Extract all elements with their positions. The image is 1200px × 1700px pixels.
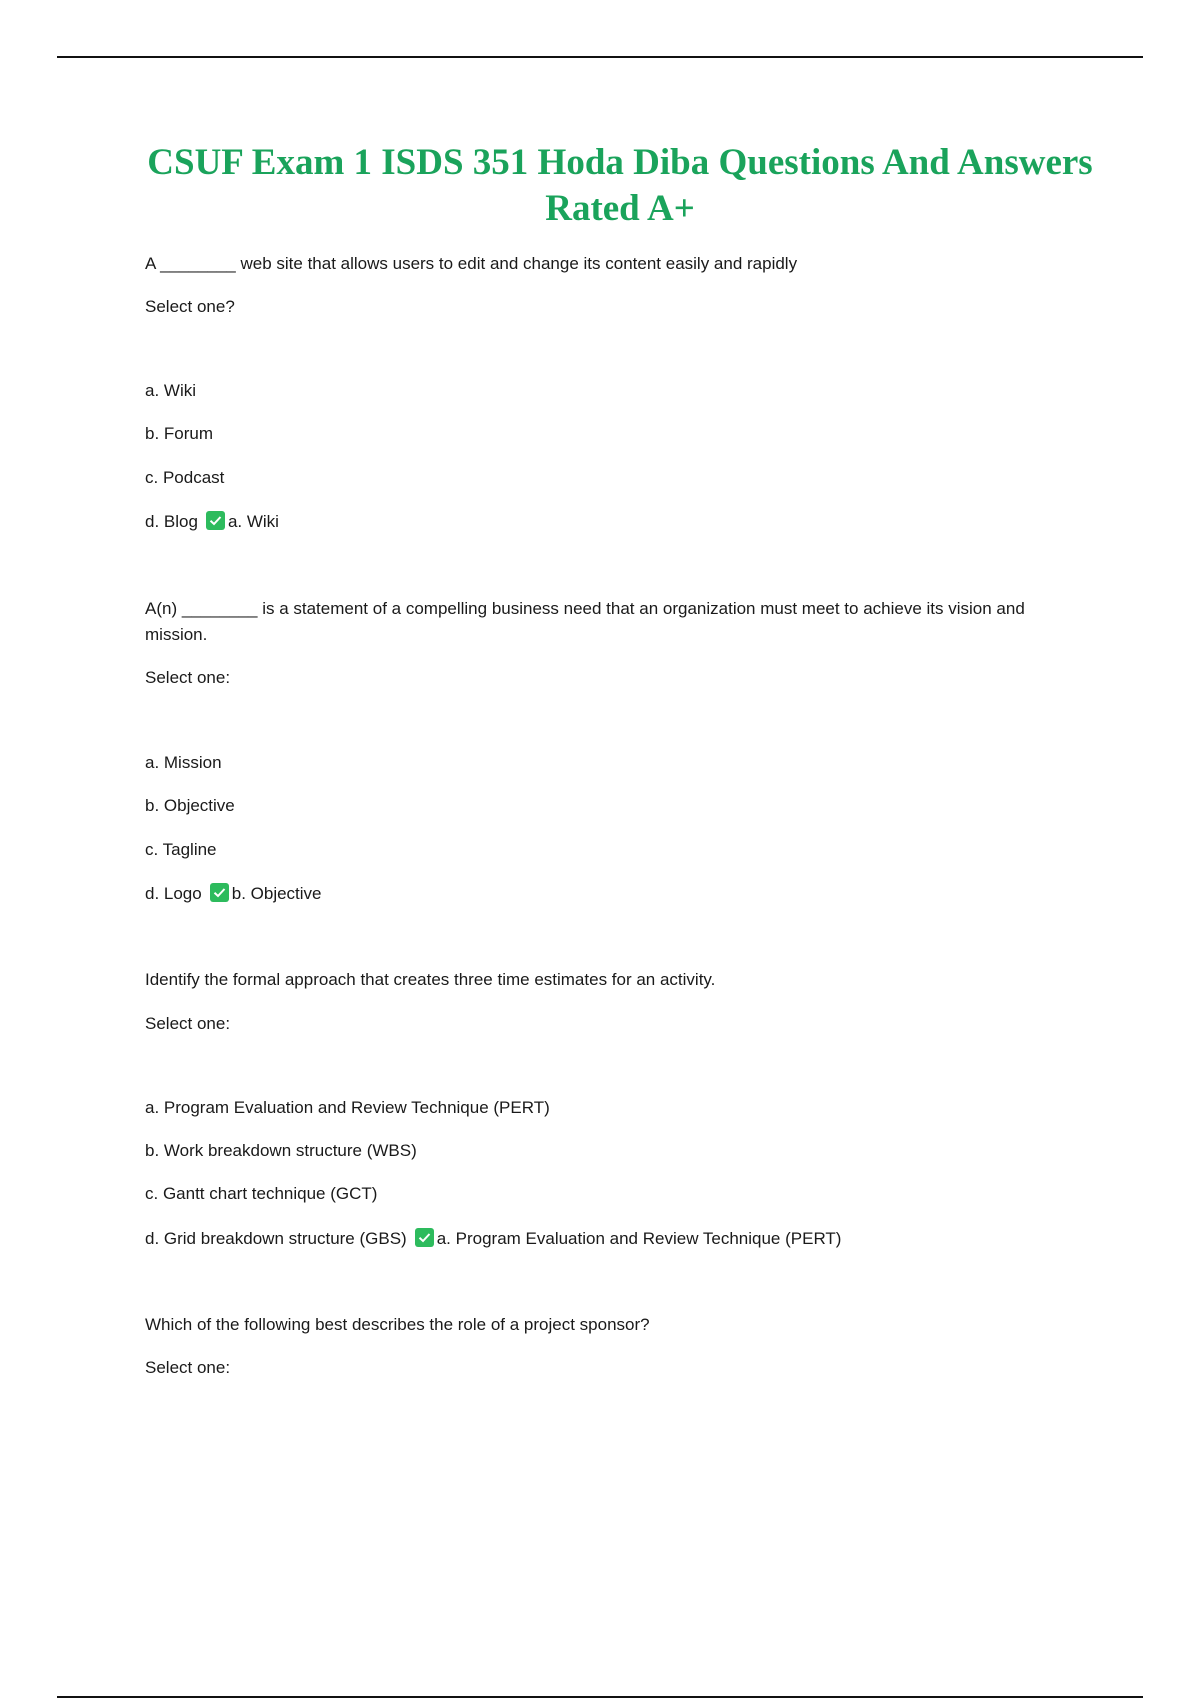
question-3-prompt: Select one:: [145, 1014, 231, 1033]
check-mark-icon: [210, 883, 229, 902]
question-2-option-b: b. Objective: [145, 796, 235, 815]
question-3-option-d-line: [145, 1226, 841, 1252]
question-3-answer: a. Program Evaluation and Review Technique (PERT): [436, 1229, 842, 1248]
question-1-text: A ________ web site that allows users to edit and change its content easily and rapidly: [145, 254, 798, 273]
question-2-prompt: Select one:: [145, 668, 231, 687]
question-2-option-d-line: [145, 881, 322, 907]
question-2-option-c: c. Tagline: [145, 840, 217, 859]
question-1-prompt: Select one?: [145, 297, 235, 316]
question-2-text: A(n) ________ is a statement of a compelling business need that an organization must meet to achieve its vision and mission.: [145, 599, 1025, 644]
bottom-rule: [57, 1696, 1143, 1698]
question-3-text: Identify the formal approach that creates three time estimates for an activity.: [145, 970, 716, 989]
question-2-answer: b. Objective: [231, 884, 322, 903]
question-3-option-d: d. Grid breakdown structure (GBS): [145, 1229, 407, 1248]
question-3-option-a: a. Program Evaluation and Review Technique (PERT): [145, 1098, 550, 1117]
question-1-option-a: a. Wiki: [145, 381, 196, 400]
question-4-prompt: Select one:: [145, 1358, 231, 1377]
question-3-option-b: b. Work breakdown structure (WBS): [145, 1141, 417, 1160]
question-1-answer: a. Wiki: [227, 512, 279, 531]
question-3-option-c: c. Gantt chart technique (GCT): [145, 1184, 378, 1203]
question-1-option-c: c. Podcast: [145, 468, 225, 487]
question-2-option-a: a. Mission: [145, 753, 222, 772]
question-4-text: Which of the following best describes the role of a project sponsor?: [145, 1315, 650, 1334]
question-2-option-d: d. Logo: [145, 884, 202, 903]
check-mark-icon: [415, 1228, 434, 1247]
question-1-option-d: d. Blog: [145, 512, 198, 531]
page-title: CSUF Exam 1 ISDS 351 Hoda Diba Questions And Answers Rated A+: [147, 142, 1093, 229]
question-1-option-d-line: [145, 509, 279, 535]
question-1-option-b: b. Forum: [145, 424, 214, 443]
top-rule: [57, 56, 1143, 58]
check-mark-icon: [206, 511, 225, 530]
